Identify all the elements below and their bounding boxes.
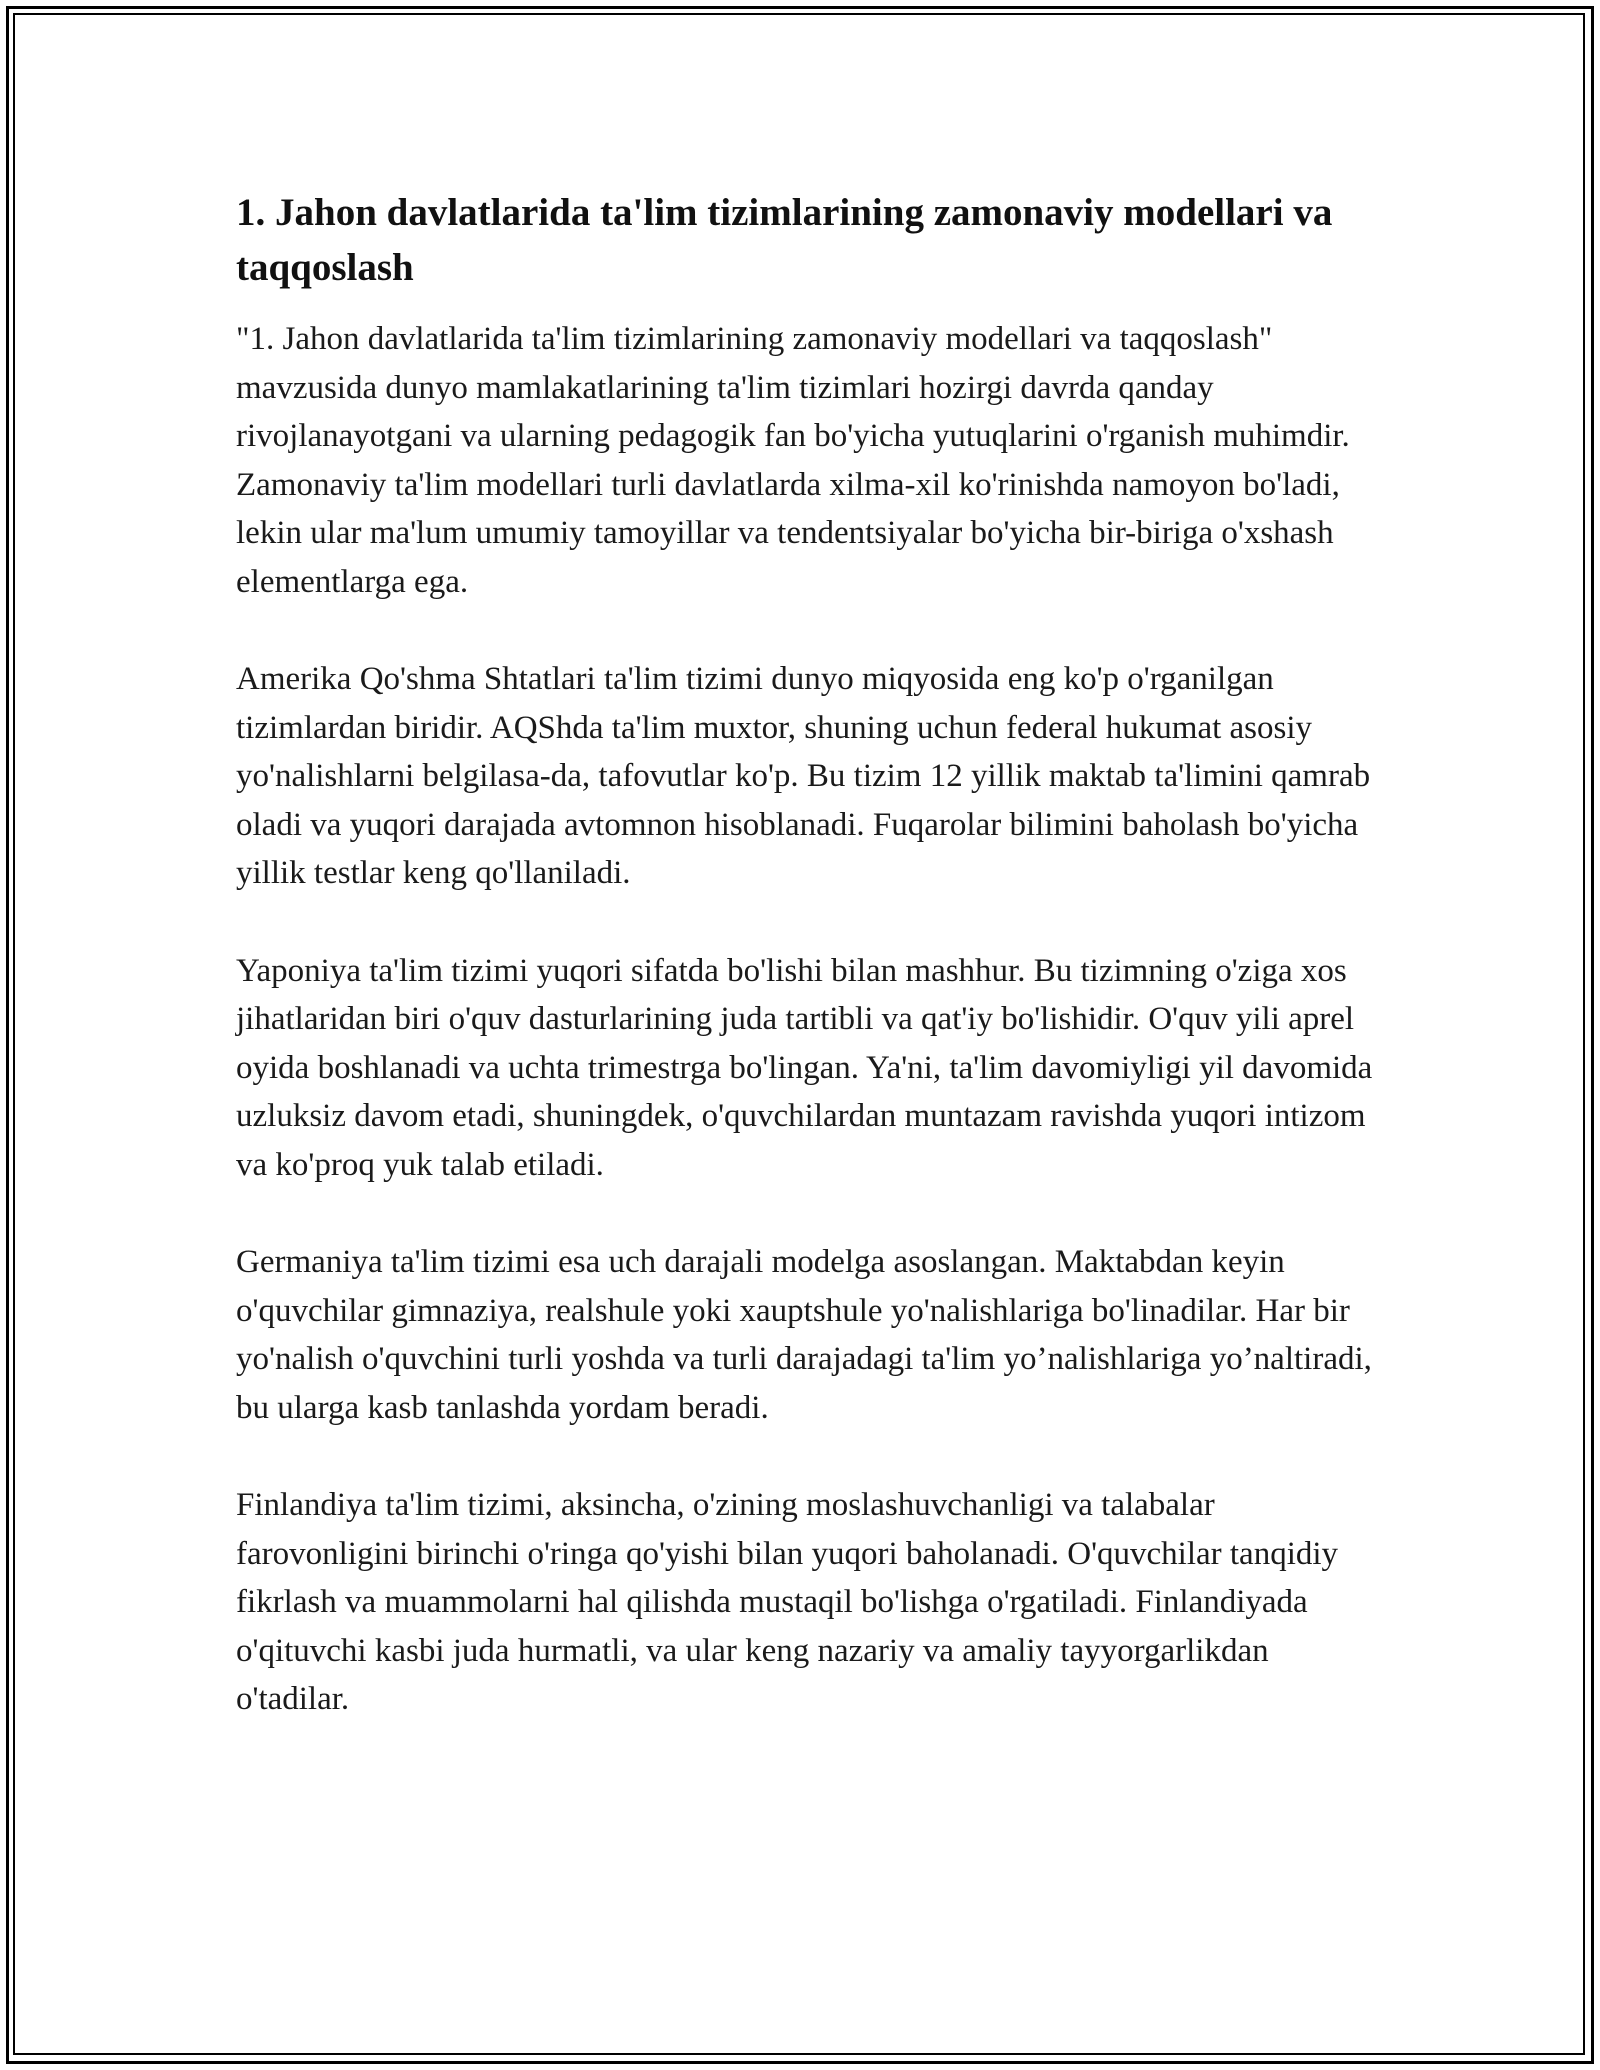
- paragraph-finland: Finlandiya ta'lim tizimi, aksincha, o'zining moslashuvchanligi va talabalar farovonligini birinchi o'ringa qo'yishi bilan yuqori baholanadi. O'quvchilar tanqidiy fikrlash va muammolarni hal qilishda mustaqil bo'lishga o'rgatiladi. Finlandiyada o'qituvchi kasbi juda hurmatli, va ular keng nazariy va amaliy tayyorgarlikdan o'tadilar.: [236, 1487, 1339, 1717]
- document-title: 1. Jahon davlatlarida ta'lim tizimlarining zamonaviy modellari va taqqoslash: [236, 191, 1333, 289]
- paragraph-intro: "1. Jahon davlatlarida ta'lim tizimlarining zamonaviy modellari va taqqoslash" mavzusida dunyo mamlakatlarining ta'lim tizimlari hozirgi davrda qanday rivojlanayotgani va ularning pedagogik fan bo'yicha yutuqlarini o'rganish muhimdir. Zamonaviy ta'lim modellari turli davlatlarda xilma-xil ko'rinishda namoyon bo'ladi, lekin ular ma'lum umumiy tamoyillar va tendentsiyalar bo'yicha bir-biriga o'xshash elementlarga ega.: [236, 321, 1350, 600]
- document-body: [236, 185, 1376, 1773]
- paragraph-germany: Germaniya ta'lim tizimi esa uch darajali modelga asoslangan. Maktabdan keyin o'quvchilar gimnaziya, realshule yoki xauptshule yo'nalishlariga bo'linadilar. Har bir yo'nalish o'quvchini turli yoshda va turli darajadagi ta'lim yo’nalishlariga yo’naltiradi, bu ularga kasb tanlashda yordam beradi.: [236, 1244, 1372, 1426]
- paragraph-japan: Yaponiya ta'lim tizimi yuqori sifatda bo'lishi bilan mashhur. Bu tizimning o'ziga xos jihatlaridan biri o'quv dasturlarining juda tartibli va qat'iy bo'lishidir. O'quv yili aprel oyida boshlanadi va uchta trimestrga bo'lingan. Ya'ni, ta'lim davomiyligi yil davomida uzluksiz davom etadi, shuningdek, o'quvchilardan muntazam ravishda yuqori intizom va ko'proq yuk talab etiladi.: [236, 952, 1373, 1183]
- paragraph-usa: Amerika Qo'shma Shtatlari ta'lim tizimi dunyo miqyosida eng ko'p o'rganilgan tizimlardan biridir. AQShda ta'lim muxtor, shuning uchun federal hukumat asosiy yo'nalishlarni belgilasa-da, tafovutlar ko'p. Bu tizim 12 yillik maktab ta'limini qamrab oladi va yuqori darajada avtomnon hisoblanadi. Fuqarolar bilimini baholash bo'yicha yillik testlar keng qo'llaniladi.: [236, 661, 1371, 891]
